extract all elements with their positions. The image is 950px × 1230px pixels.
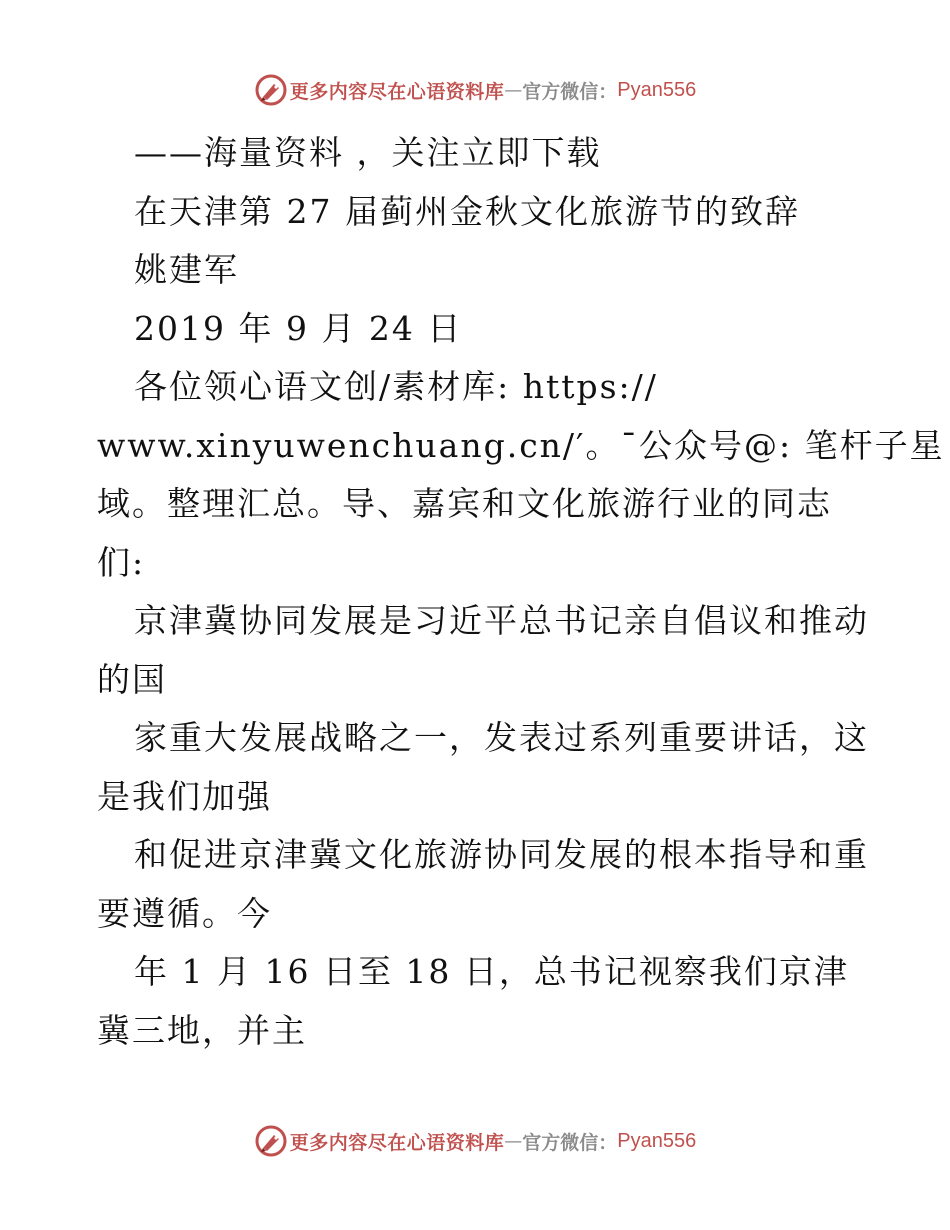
doc-date: 2019 年 9 月 24 日: [134, 308, 463, 348]
doc-line: 冀三地，并主: [97, 1010, 307, 1050]
pen-nib-logo-icon: [254, 1124, 288, 1158]
watermark-wechat-label: 官方微信：: [522, 1131, 618, 1154]
watermark-main-text: 更多内容尽在心语资料库: [289, 80, 505, 103]
watermark-wechat-label: 官方微信：: [522, 80, 618, 103]
document-body: [97, 124, 945, 1060]
doc-line: 的国: [97, 659, 167, 699]
doc-title: 在天津第 27 届蓟州金秋文化旅游节的致辞: [134, 191, 800, 231]
doc-line: 域。整理汇总。导、嘉宾和文化旅游行业的同志: [97, 484, 832, 523]
doc-line: 要遵循。今: [97, 893, 272, 933]
doc-line: 们:: [97, 542, 146, 582]
doc-line: 京津冀协同发展是习近平总书记亲自倡议和推动: [134, 601, 869, 640]
doc-line: 各位领心语文创/素材库: https://: [134, 367, 658, 406]
doc-line: 和促进京津冀文化旅游协同发展的根本指导和重: [134, 835, 869, 874]
doc-line: 是我们加强: [97, 776, 272, 816]
watermark-main-text: 更多内容尽在心语资料库: [289, 1131, 505, 1154]
doc-line: www.xinyuwenchuang.cn/′。¯公众号@: 笔杆子星: [97, 425, 945, 465]
doc-line: 年 1 月 16 日至 18 日，总书记视察我们京津: [134, 952, 849, 991]
watermark-separator: —: [504, 79, 523, 101]
pen-nib-logo-icon: [254, 73, 288, 107]
header-watermark: [0, 70, 950, 110]
doc-author: 姚建军: [134, 250, 239, 289]
watermark-separator: —: [504, 1130, 523, 1152]
doc-line: ——海量资料 ，关注立即下载: [134, 133, 602, 172]
footer-watermark: [0, 1121, 950, 1161]
doc-line: 家重大发展战略之一，发表过系列重要讲话，这: [134, 718, 869, 757]
watermark-wechat-id: Pyan556: [617, 1129, 697, 1152]
watermark-wechat-id: Pyan556: [617, 78, 697, 101]
